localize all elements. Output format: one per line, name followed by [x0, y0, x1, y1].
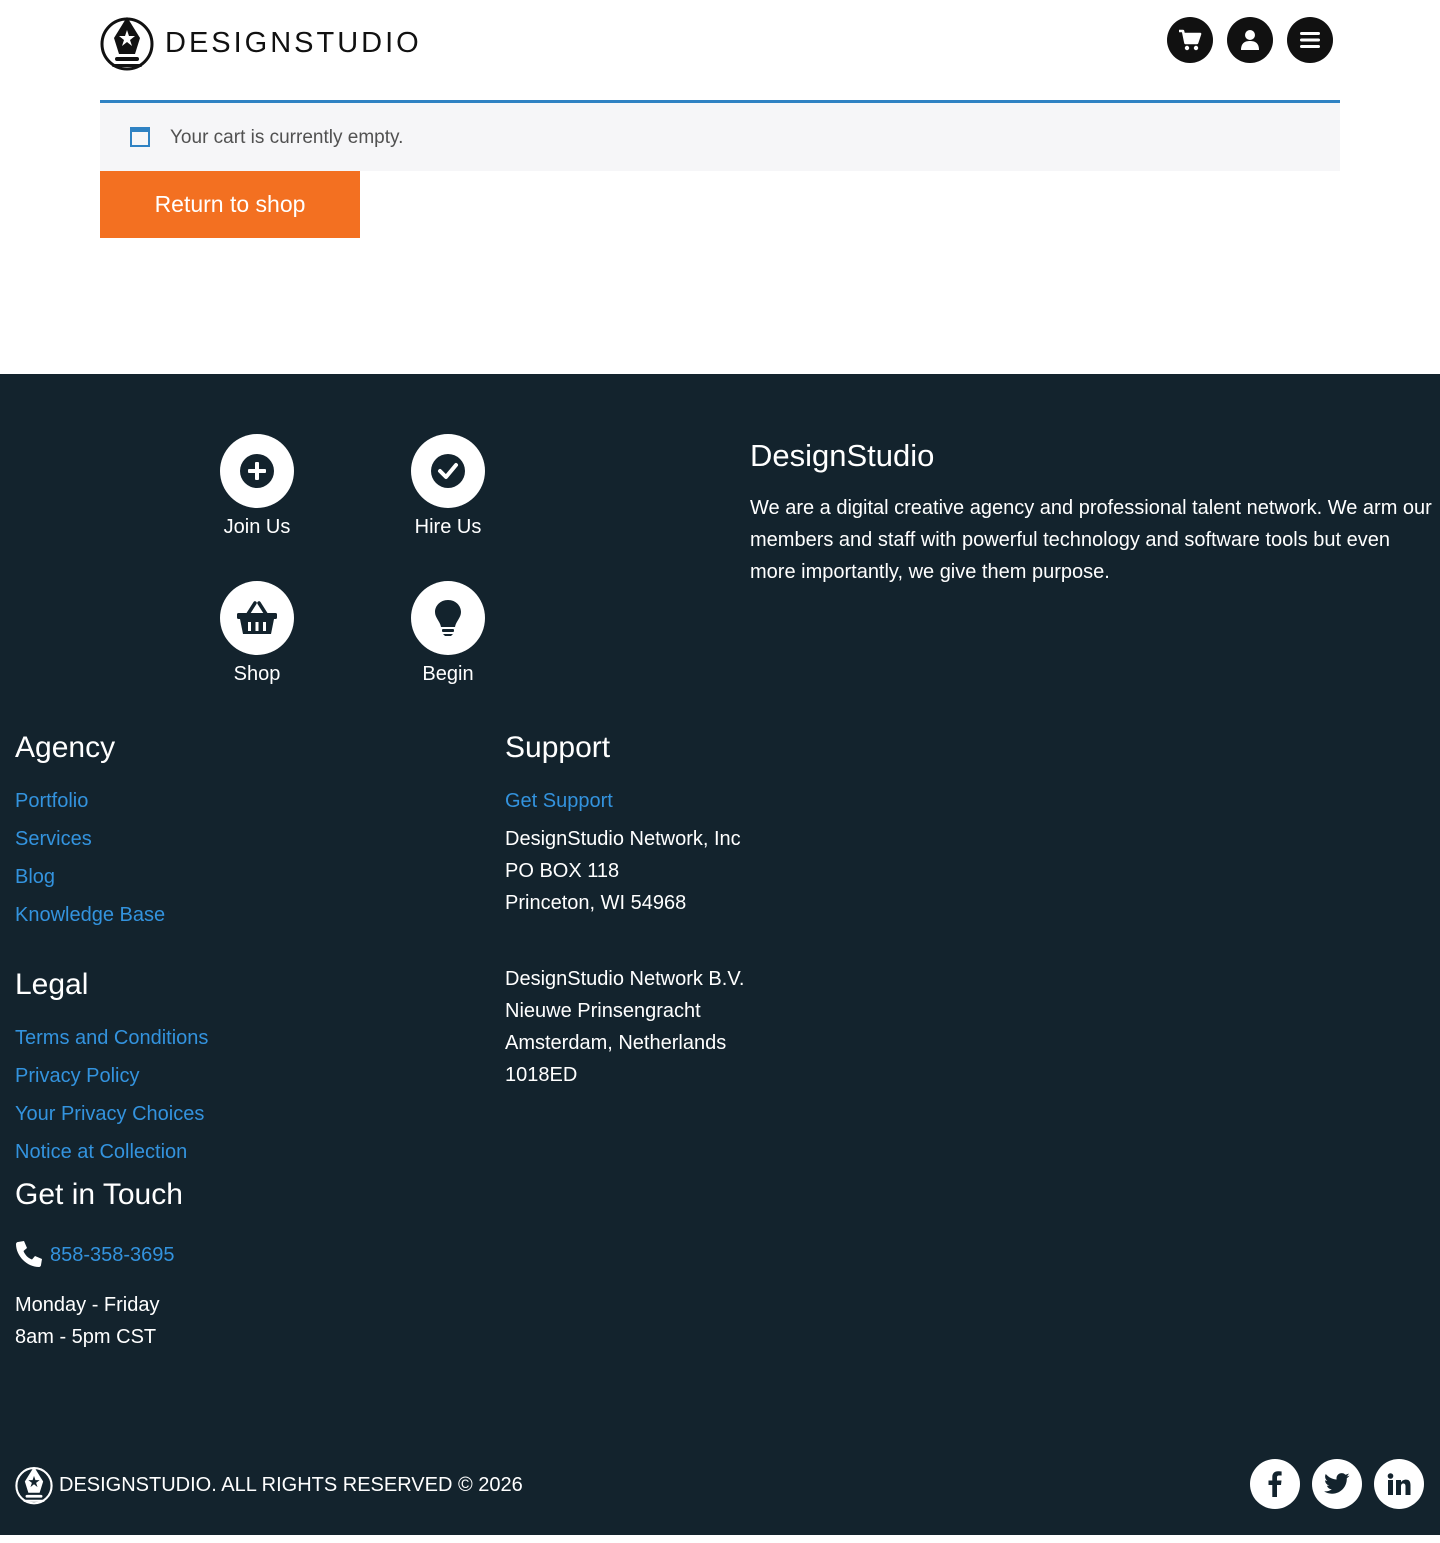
about-title: DesignStudio — [750, 438, 935, 473]
cart-button[interactable] — [1167, 17, 1213, 63]
account-button[interactable] — [1227, 17, 1273, 63]
lightbulb-icon — [434, 599, 462, 637]
phone-link[interactable]: 858-358-3695 — [50, 1244, 175, 1266]
feature-circle[interactable] — [411, 581, 485, 655]
feature-label: Hire Us — [414, 516, 482, 538]
about-text: We are a digital creative agency and professional talent network. We arm our members and staff with powerful technology and software tools but even more importantly, we give them purpose. — [750, 497, 1432, 583]
menu-button[interactable] — [1287, 17, 1333, 63]
feature-circle[interactable] — [220, 434, 294, 508]
copyright-text: DESIGNSTUDIO. ALL RIGHTS RESERVED © 2026 — [59, 1473, 523, 1496]
site-logo[interactable] — [100, 14, 422, 72]
site-header — [0, 0, 1440, 100]
phone-icon — [15, 1240, 43, 1268]
address-line: 1018ED — [505, 1064, 578, 1086]
get-support-link[interactable]: Get Support — [505, 790, 613, 812]
cart-icon — [1178, 29, 1202, 51]
logo-text: DESIGNSTUDIO — [165, 26, 422, 59]
terms-link[interactable]: Terms and Conditions — [15, 1027, 209, 1049]
legal-heading: Legal — [15, 968, 89, 1001]
privacy-choices-link[interactable]: Your Privacy Choices — [15, 1103, 205, 1125]
plus-circle-icon — [239, 453, 275, 489]
twitter-icon — [1324, 1473, 1350, 1495]
business-hours: 8am - 5pm CST — [15, 1326, 157, 1348]
menu-icon — [1299, 31, 1321, 49]
blog-link[interactable]: Blog — [15, 866, 56, 888]
notice-at-collection-link[interactable]: Notice at Collection — [15, 1141, 188, 1163]
pen-nib-logo-icon — [15, 1464, 53, 1506]
address-line: Amsterdam, Netherlands — [505, 1032, 727, 1054]
copyright-bar — [15, 1464, 523, 1506]
pen-nib-logo-icon — [100, 14, 154, 72]
feature-circle[interactable] — [220, 581, 294, 655]
feature-begin[interactable] — [378, 581, 518, 686]
feature-circle[interactable] — [411, 434, 485, 508]
linkedin-icon — [1387, 1473, 1411, 1495]
support-heading: Support — [505, 731, 611, 764]
check-circle-icon — [430, 453, 466, 489]
social-links — [1250, 1459, 1424, 1509]
address-line: Princeton, WI 54968 — [505, 892, 687, 914]
portfolio-link[interactable]: Portfolio — [15, 790, 89, 812]
cart-empty-notice — [100, 100, 1340, 171]
facebook-link[interactable] — [1250, 1459, 1300, 1509]
basket-icon — [236, 601, 278, 635]
contact-heading: Get in Touch — [15, 1178, 183, 1211]
twitter-link[interactable] — [1312, 1459, 1362, 1509]
feature-join-us[interactable] — [187, 434, 327, 539]
feature-label: Begin — [422, 663, 474, 685]
address-line: DesignStudio Network, Inc — [505, 828, 741, 850]
linkedin-link[interactable] — [1374, 1459, 1424, 1509]
user-icon — [1239, 29, 1261, 51]
site-footer — [0, 374, 1440, 1535]
business-days: Monday - Friday — [15, 1294, 160, 1316]
feature-label: Shop — [233, 663, 281, 685]
address-line: DesignStudio Network B.V. — [505, 968, 745, 990]
header-actions — [1167, 17, 1333, 63]
agency-heading: Agency — [15, 731, 116, 764]
services-link[interactable]: Services — [15, 828, 92, 850]
privacy-policy-link[interactable]: Privacy Policy — [15, 1065, 140, 1087]
window-icon — [130, 127, 150, 147]
feature-hire-us[interactable] — [378, 434, 518, 539]
notice-text: Your cart is currently empty. — [170, 127, 404, 148]
address-line: PO BOX 118 — [505, 860, 620, 882]
return-to-shop-button[interactable]: Return to shop — [100, 171, 360, 238]
facebook-icon — [1268, 1471, 1282, 1497]
address-line: Nieuwe Prinsengracht — [505, 1000, 701, 1022]
feature-label: Join Us — [223, 516, 291, 538]
knowledge-base-link[interactable]: Knowledge Base — [15, 904, 166, 926]
feature-shop[interactable] — [187, 581, 327, 686]
